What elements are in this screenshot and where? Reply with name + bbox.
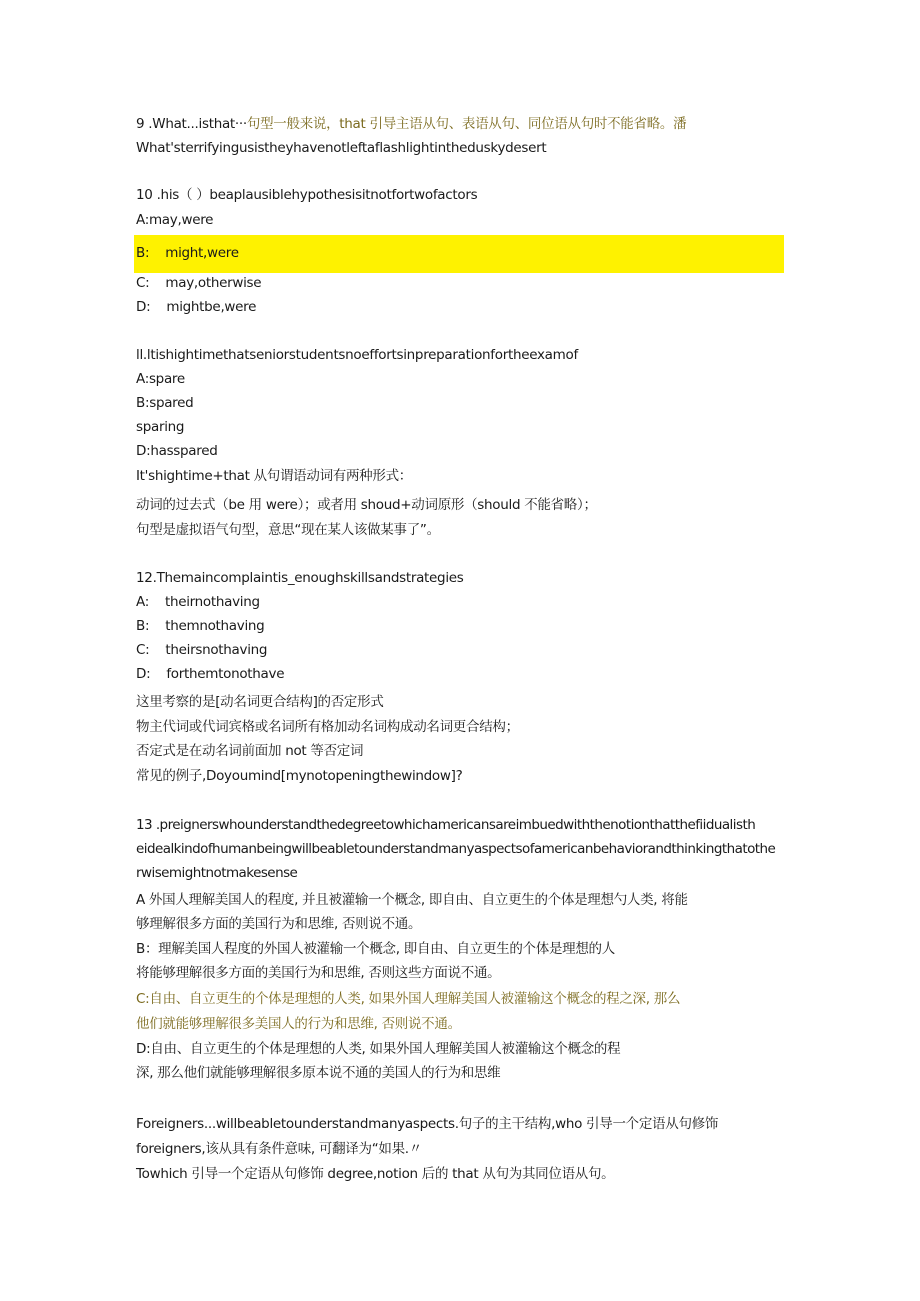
q10-option-c-letter: C: xyxy=(136,275,150,291)
q11-option-c: sparing xyxy=(136,419,185,435)
q12-option-a-text: theirnothaving xyxy=(164,594,260,610)
q13-option-b-line-1: B：理解美国人程度的外国人被灌输一个概念, 即自由、自立更生的个体是理想的人 xyxy=(136,941,615,957)
q12-note-3: 否定式是在动名词前面加 not 等否定词 xyxy=(136,743,364,759)
q13-option-d-line-2: 深, 那么他们就能够理解很多原本说不通的美国人的行为和思维 xyxy=(136,1065,501,1081)
q13-stem-1: 13 .preignerswhounderstandthedegreetowhichamericansareimbuedwiththenotionthatthefiidualisth xyxy=(136,817,756,833)
q12-option-d-text: forthemtonothave xyxy=(166,666,285,682)
q13-option-a-line-1: A 外国人理解美国人的程度, 并且被灌输一个概念, 即自由、自立更生的个体是理想勺人类, 将能 xyxy=(136,892,688,908)
q13-explanation-3: Towhich 引导一个定语从句修饰 degree,notion 后的 that 从句为其同位语从句。 xyxy=(136,1166,615,1182)
q12-option-b-letter: B: xyxy=(136,618,150,634)
q12-note-2: 物主代词或代词宾格或名词所有格加动名词构成动名词更合结构； xyxy=(136,719,519,735)
q10-option-d-text: mightbe,were xyxy=(166,299,257,315)
q9-explanation: 句型一般来说，that 引导主语从句、表语从句、同位语从句时不能省略。潘 xyxy=(246,116,687,132)
q10-option-b xyxy=(136,243,239,263)
q13-option-c-line-2: 他们就能够理解很多美国人的行为和思维, 否则说不通。 xyxy=(136,1016,461,1032)
q13-option-d-line-1: D:自由、自立更生的个体是理想的人类, 如果外国人理解美国人被灌输这个概念的程 xyxy=(136,1041,621,1057)
q10-option-d xyxy=(136,297,256,317)
q10-stem: 10 .his（ ）beaplausiblehypothesisitnotfortwofactors xyxy=(136,187,478,203)
q12-option-a-letter: A: xyxy=(136,594,149,610)
q11-option-b: B:spared xyxy=(136,395,194,411)
q13-option-b-line-2: 将能够理解很多方面的美国行为和思维, 否则这些方面说不通。 xyxy=(136,965,501,981)
q13-explanation-1: Foreigners...willbeabletounderstandmanyaspects.句子的主干结构,who 引导一个定语从句修饰 xyxy=(136,1116,719,1132)
q12-option-a xyxy=(136,592,260,612)
q12-note-4: 常见的例子,Doyoumind[mynotopeningthewindow]? xyxy=(136,768,463,784)
q13-option-c-line-1: C:自由、自立更生的个体是理想的人类, 如果外国人理解美国人被灌输这个概念的程之深, 那么 xyxy=(136,991,681,1007)
q10-option-b-text: might,were xyxy=(165,245,239,261)
q11-note-2: 动词的过去式（be 用 were）；或者用 shoud+动词原形（should 不能省略）； xyxy=(136,497,597,513)
q11-note-3: 句型是虚拟语气句型，意思“现在某人该做某事了”。 xyxy=(136,522,440,538)
q10-option-a: A:may,were xyxy=(136,212,214,228)
q13-stem-3: rwisemightnotmakesense xyxy=(136,865,298,881)
q12-option-d xyxy=(136,664,284,684)
q9-line-1 xyxy=(136,114,686,134)
q12-note-1: 这里考察的是[动名词更合结构]的否定形式 xyxy=(136,694,384,710)
q12-option-b-text: themnothaving xyxy=(165,618,265,634)
q12-option-c xyxy=(136,640,267,660)
q12-option-b xyxy=(136,616,264,636)
q9-example: What'sterrifyingusistheyhavenotleftaflashlightintheduskydesert xyxy=(136,140,547,156)
q13-stem-2: eidealkindofhumanbeingwillbeabletounderstandmanyaspectsofamericanbehaviorandthinkingthatothe xyxy=(136,841,776,857)
q13-option-a-line-2: 够理解很多方面的美国行为和思维, 否则说不通。 xyxy=(136,916,422,932)
q11-option-d: D:hasspared xyxy=(136,443,218,459)
q9-number-text: 9 .What...isthat··· xyxy=(136,116,247,132)
q11-stem: ll.ltishightimethatseniorstudentsnoeffortsinpreparationfortheexamof xyxy=(136,347,578,363)
q10-option-c xyxy=(136,273,261,293)
q12-option-d-letter: D: xyxy=(136,666,151,682)
q11-option-a: A:spare xyxy=(136,371,185,387)
q12-option-c-letter: C: xyxy=(136,642,150,658)
q10-option-b-letter: B: xyxy=(136,245,150,261)
q13-explanation-2: foreigners,该从具有条件意味, 可翻译为“如果.〃 xyxy=(136,1141,422,1157)
q11-note-1: It'shightime+that 从句谓语动词有两种形式： xyxy=(136,468,412,484)
q10-option-c-text: may,otherwise xyxy=(165,275,262,291)
q12-option-c-text: theirsnothaving xyxy=(165,642,268,658)
q10-option-d-letter: D: xyxy=(136,299,151,315)
q12-stem: 12.Themaincomplaintis_enoughskillsandstrategies xyxy=(136,570,464,586)
